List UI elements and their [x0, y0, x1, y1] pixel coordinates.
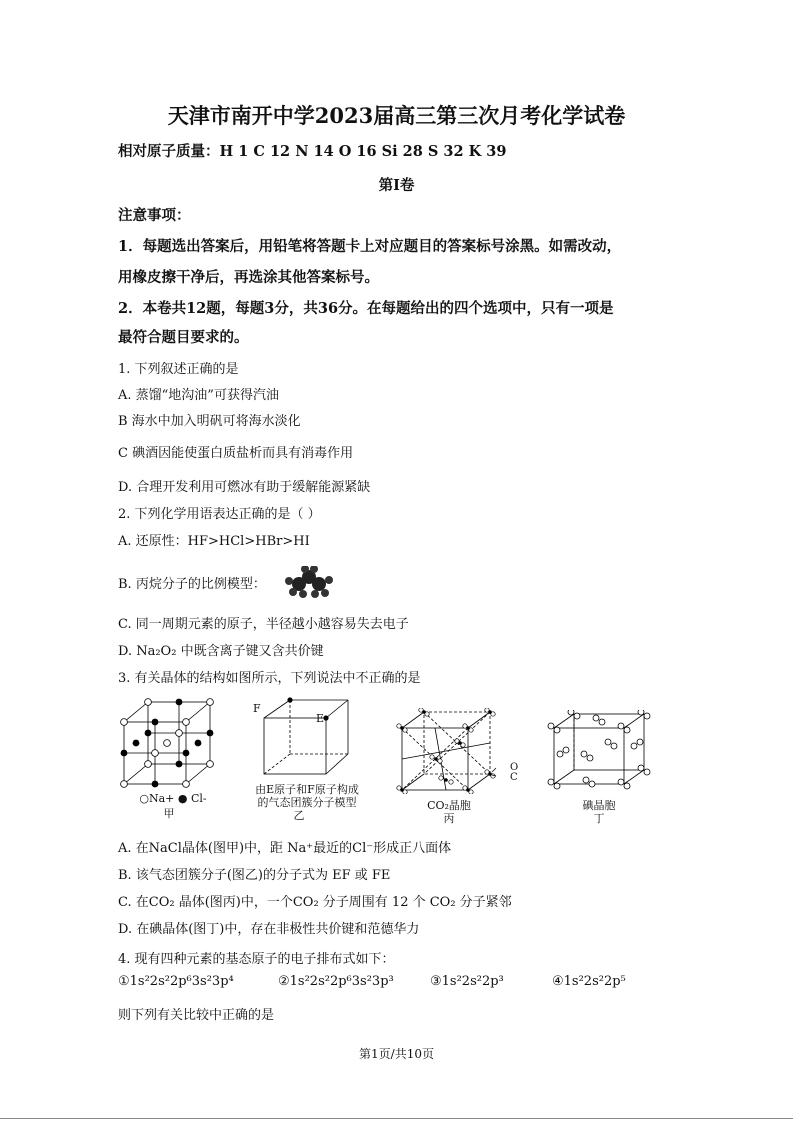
co2-unit-cell-figure [396, 708, 500, 794]
fig-yi-caption-1: 由E原子和F原子构成 [255, 783, 359, 796]
q2-option-d: D. Na₂O₂ 中既含离子键又含共价键 [118, 644, 324, 659]
section-heading: 第I卷 [378, 177, 415, 194]
fig-ding-label: 丁 [593, 812, 605, 825]
q1-stem: 1. 下列叙述正确的是 [118, 362, 239, 377]
fig-yi-caption-2: 的气态团簇分子模型 [257, 796, 357, 809]
page-footer: 第1页/共10页 [359, 1047, 434, 1061]
notice-item1-line2: 用橡皮擦干净后，再选涂其他答案标号。 [118, 269, 379, 286]
fig-bing-label-c: C [510, 772, 518, 783]
notice-heading: 注意事项： [118, 207, 191, 224]
q4-stem: 4. 现有四种元素的基态原子的电子排布式如下： [118, 952, 395, 967]
q2-option-a: A. 还原性：HF>HCl>HBr>HI [118, 534, 310, 549]
q3-option-b: B. 该气态团簇分子(图乙)的分子式为 EF 或 FE [118, 868, 391, 883]
q1-option-c: C 碘酒因能使蛋白质盐析而具有消毒作用 [118, 446, 354, 461]
nacl-crystal-figure [118, 698, 220, 788]
q3-option-d: D. 在碘晶体(图丁)中，存在非极性共价键和范德华力 [118, 922, 420, 937]
notice-item1-line1: 1．每题选出答案后，用铅笔将答题卡上对应题目的答案标号涂黑。如需改动， [118, 238, 622, 255]
fig-bing-label: 丙 [443, 812, 455, 825]
q4-config-3: ③1s²2s²2p³ [430, 974, 504, 989]
q4-config-4: ④1s²2s²2p⁵ [552, 974, 626, 989]
q1-option-a: A. 蒸馏“地沟油”可获得汽油 [118, 388, 279, 403]
bottom-divider [0, 1118, 793, 1119]
q3-option-c: C. 在CO₂ 晶体(图丙)中，一个CO₂ 分子周围有 12 个 CO₂ 分子紧邻 [118, 895, 512, 910]
atomic-masses: 相对原子质量：H 1 C 12 N 14 O 16 Si 28 S 32 K 39 [118, 143, 507, 160]
iodine-unit-cell-figure [544, 710, 652, 790]
fig-bing-caption: CO₂晶胞 [427, 799, 471, 812]
cluster-molecule-figure [250, 692, 354, 784]
q2-option-c: C. 同一周期元素的原子，半径越小越容易失去电子 [118, 617, 409, 632]
q2-stem: 2. 下列化学用语表达正确的是（ ） [118, 507, 321, 522]
q3-option-a: A. 在NaCl晶体(图甲)中，距 Na⁺最近的Cl⁻形成正八面体 [118, 841, 452, 856]
fig-yi-label-e: E [316, 712, 325, 725]
notice-item2-line2: 最符合题目要求的。 [118, 329, 249, 346]
q3-stem: 3. 有关晶体的结构如图所示，下列说法中不正确的是 [118, 671, 421, 686]
fig-yi-label-f: F [253, 702, 261, 715]
q1-option-d: D. 合理开发利用可燃冰有助于缓解能源紧缺 [118, 480, 371, 495]
notice-item2-line1: 2．本卷共12题，每题3分，共36分。在每题给出的四个选项中，只有一项是 [118, 300, 614, 317]
paper-title: 天津市南开中学2023届高三第三次月考化学试卷 [167, 103, 626, 128]
q4-config-2: ②1s²2s²2p⁶3s²3p³ [278, 974, 394, 989]
propane-model-image [283, 566, 333, 602]
fig-ding-caption: 碘晶胞 [582, 799, 616, 812]
fig-yi-label: 乙 [293, 809, 305, 822]
q4-tail: 则下列有关比较中正确的是 [118, 1008, 275, 1023]
fig-jia-label: 甲 [163, 807, 175, 820]
q2-option-b: B. 丙烷分子的比例模型： [118, 577, 266, 592]
q1-option-b: B 海水中加入明矾可将海水淡化 [118, 414, 301, 429]
fig-jia-legend: ○Na+ ● Cl- [139, 792, 207, 805]
q4-config-1: ①1s²2s²2p⁶3s²3p⁴ [118, 974, 234, 989]
fig-bing-label-o: O [510, 762, 519, 773]
